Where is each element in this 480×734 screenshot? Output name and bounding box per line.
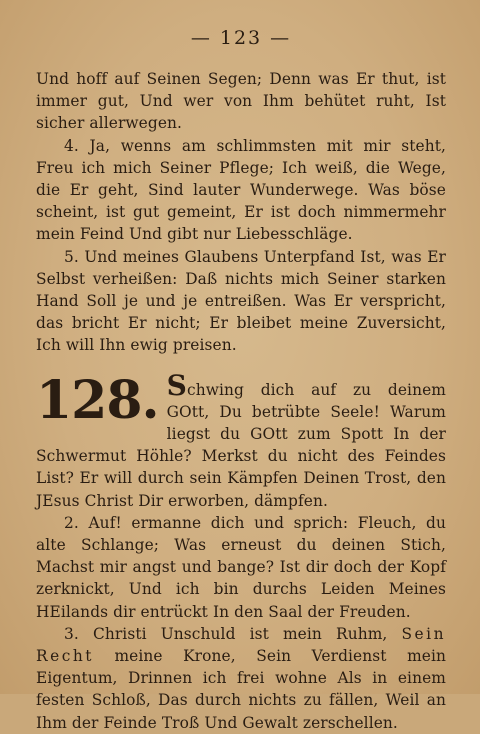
paragraph-verse-5 [36,246,446,357]
hymn-verse-3-rest: meine Krone, Sein Verdienst mein Eigentum, Drinnen ich frei wohne Als in einem festen Schloß, Das durch nichts zu fällen, Weil an Ihm der Feinde Troß Und Gewalt zerschellen. [36,647,447,732]
page-number: — 123 — [190,27,292,49]
hymn-number: 128. [36,369,159,431]
paragraph-verse-4 [36,135,446,246]
paragraph-continuation: Und hoff auf Seinen Segen; Denn was Er thut, ist immer gut, Und wer von Ihm behütet ruht, Ist sicher allerwegen. [36,70,446,133]
emphasized-text: Sein Recht [36,624,446,666]
hymn-verse-2-text: 2. Auf! ermanne dich und sprich: Fleuch, du alte Schlange; Was erneust du deinen Stich, Machst mir angst und bange? Ist dir doch der Kopf zerknickt, Und ich bin durchs Leiden Meines HEilands dir entrückt In den Saal der Freuden. [36,513,446,621]
hymn-verse-1-text: chwing dich auf zu deinem GOtt, Du betrübte Seele! Warum liegst du GOtt zum Spott In der Schwermut Höhle? Merkst du nicht des Feindes List? Er will durch sein Kämpfen Deinen Trost, den JEsus Christ Dir erworben, dämpfen. [36,380,446,510]
hymn-verse-3 [36,623,446,734]
hymn-verse-3-start: 3. Christi Unschuld ist mein Ruhm, [64,624,388,643]
verse-5-text: 5. Und meines Glaubens Unterpfand Ist, was Er Selbst verheißen: Daß nichts mich Seiner starken Hand Soll je und je entreißen. Was Er verspricht, das bricht Er nicht; Er bleibet meine Zuversicht, Ich will Ihn ewig preisen. [36,247,446,355]
hymn-128 [36,368,446,512]
hymn-verse-2 [36,512,446,623]
drop-initial: S [166,368,187,402]
verse-4-text: 4. Ja, wenns am schlimmsten mit mir steht, Freu ich mich Seiner Pflege; Ich weiß, die Wege, die Er geht, Sind lauter Wunderwege. Was böse scheint, ist gut gemeint, Er ist doch nimmermehr mein Feind Und gibt nur Liebesschläge. [36,136,446,244]
